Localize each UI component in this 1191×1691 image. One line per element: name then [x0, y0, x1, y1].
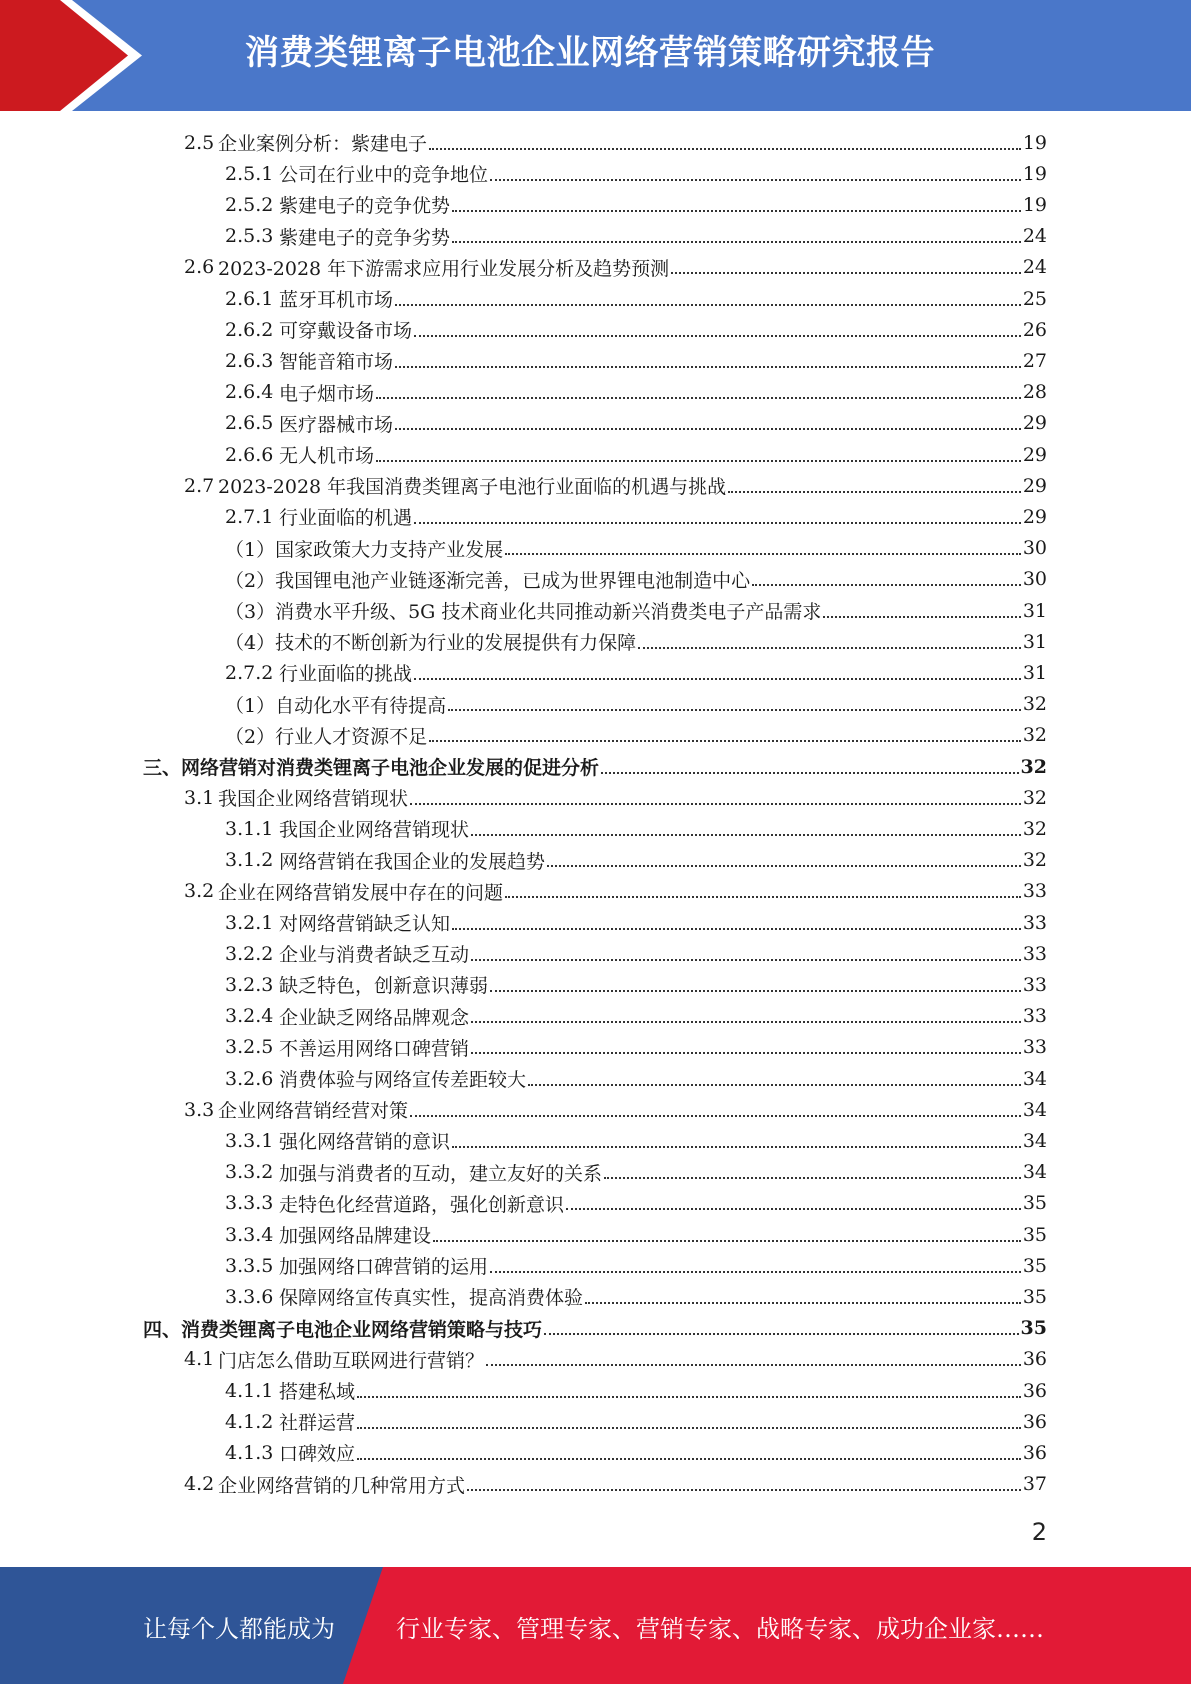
toc-entry[interactable]	[225, 626, 1047, 657]
toc-entry[interactable]	[225, 969, 1047, 1000]
toc-entry[interactable]	[225, 564, 1047, 595]
toc-entry-title: 搭建私域	[279, 1381, 356, 1403]
toc-entry-title: 加强网络口碑营销的运用	[279, 1256, 489, 1279]
toc-entry[interactable]	[225, 1063, 1047, 1094]
toc-entry-title: 走特色化经营道路，强化创新意识	[279, 1193, 565, 1216]
toc-entry[interactable]	[184, 127, 1047, 158]
toc-entry[interactable]	[225, 533, 1047, 564]
toc-entry-title: 我国企业网络营销现状	[218, 788, 409, 811]
header-chevron-logo	[0, 0, 160, 111]
toc-entry-page: 29	[1022, 505, 1047, 528]
dot-leader	[566, 1208, 1021, 1210]
toc-entry[interactable]	[225, 1219, 1047, 1250]
toc-entry-title: 不善运用网络口碑营销	[279, 1037, 470, 1060]
toc-entry-number: 2.6.3	[225, 349, 274, 372]
toc-entry[interactable]	[225, 1032, 1047, 1063]
dot-leader	[414, 522, 1021, 524]
toc-entry[interactable]	[184, 1094, 1047, 1125]
toc-entry-page: 37	[1022, 1473, 1047, 1496]
toc-entry-number: 4.1.2	[225, 1410, 274, 1433]
toc-entry-page: 36	[1022, 1410, 1047, 1433]
dot-leader	[585, 1302, 1021, 1304]
toc-entry-title: 企业网络营销的几种常用方式	[218, 1474, 466, 1497]
toc-entry-title: （3）消费水平升级、5G 技术商业化共同推动新兴消费类电子产品需求	[225, 601, 822, 623]
toc-entry-number: 3.3.1	[225, 1129, 274, 1152]
dot-leader	[505, 896, 1021, 898]
toc-entry-number: 4.1.3	[225, 1441, 274, 1464]
toc-entry[interactable]	[184, 782, 1047, 813]
toc-entry[interactable]	[225, 1375, 1047, 1406]
dot-leader	[471, 834, 1021, 836]
dot-leader	[490, 990, 1021, 992]
toc-entry[interactable]	[225, 1406, 1047, 1437]
toc-entry-page: 30	[1022, 568, 1047, 591]
toc-entry-page: 19	[1022, 162, 1047, 185]
toc-entry[interactable]	[225, 595, 1047, 626]
footer-banner	[0, 1567, 1191, 1684]
toc-entry-title: （2）我国锂电池产业链逐渐完善，已成为世界锂电池制造中心	[225, 569, 751, 592]
toc-entry[interactable]	[225, 813, 1047, 844]
dot-leader	[448, 709, 1021, 711]
toc-entry-page: 29	[1022, 474, 1047, 497]
dot-leader	[357, 1458, 1021, 1460]
toc-entry-title: （1）国家政策大力支持产业发展	[225, 538, 504, 561]
dot-leader	[471, 1052, 1021, 1054]
toc-entry-number: 2.6.6	[225, 443, 274, 466]
toc-entry-page: 32	[1022, 849, 1047, 872]
toc-entry[interactable]	[225, 158, 1047, 189]
toc-entry-page: 36	[1022, 1441, 1047, 1464]
toc-entry-page: 32	[1022, 724, 1047, 747]
toc-entry-page: 33	[1022, 1005, 1047, 1028]
toc-entry[interactable]	[225, 345, 1047, 376]
toc-entry-page: 34	[1022, 1161, 1047, 1184]
toc-entry-number: 2.6.1	[225, 287, 274, 310]
dot-leader	[452, 210, 1021, 212]
dot-leader	[752, 584, 1021, 586]
dot-leader	[452, 241, 1021, 243]
toc-entry-number: 3.3.6	[225, 1285, 274, 1308]
dot-leader	[429, 148, 1021, 150]
toc-entry[interactable]	[184, 1469, 1047, 1500]
toc-entry-number: 2.7	[184, 474, 215, 497]
toc-entry-number: 3.2.6	[225, 1067, 274, 1090]
toc-entry-title: 紫建电子的竞争优势	[279, 195, 451, 218]
toc-entry[interactable]	[225, 845, 1047, 876]
toc-entry-number: 2.6.4	[225, 381, 274, 404]
toc-entry[interactable]	[184, 470, 1047, 501]
toc-entry-title: 无人机市场	[279, 445, 375, 467]
toc-entry[interactable]	[184, 252, 1047, 283]
dot-leader	[490, 1271, 1021, 1273]
toc-entry[interactable]	[225, 189, 1047, 220]
toc-entry-number: 2.6.5	[225, 412, 274, 435]
toc-entry[interactable]	[225, 907, 1047, 938]
toc-entry-title: 消费体验与网络宣传差距较大	[279, 1069, 527, 1091]
dot-leader	[823, 616, 1020, 618]
toc-entry[interactable]	[225, 1157, 1047, 1188]
toc-entry[interactable]	[225, 689, 1047, 720]
dot-leader	[376, 460, 1021, 462]
toc-entry-page: 27	[1022, 349, 1047, 372]
toc-entry-number: 4.2	[184, 1473, 215, 1496]
toc-entry-title: 企业网络营销经营对策	[218, 1100, 409, 1123]
dot-leader	[414, 335, 1021, 337]
dot-leader	[638, 647, 1021, 649]
toc-entry[interactable]	[225, 314, 1047, 345]
toc-entry-number: 2.5.1	[225, 162, 274, 185]
toc-entry-title: 智能音箱市场	[279, 351, 394, 374]
toc-entry-title: 保障网络宣传真实性，提高消费体验	[279, 1287, 584, 1310]
toc-entry-title: （1）自动化水平有待提高	[225, 694, 447, 717]
toc-entry-page: 36	[1022, 1348, 1047, 1371]
dot-leader	[604, 1177, 1021, 1179]
toc-entry[interactable]	[225, 1281, 1047, 1312]
toc-entry-page: 32	[1022, 693, 1047, 716]
footer-slogan-left: 让每个人都能成为	[143, 1615, 335, 1643]
toc-entry-page: 34	[1022, 1129, 1047, 1152]
toc-entry-title: 行业面临的机遇	[279, 507, 413, 530]
toc-entry-page: 35	[1022, 1192, 1047, 1215]
toc-entry[interactable]	[225, 938, 1047, 969]
toc-entry-number: 3.2.2	[225, 942, 274, 965]
toc-entry-page: 36	[1022, 1379, 1047, 1402]
toc-entry-number: 2.5	[184, 131, 215, 154]
toc-entry-title: 医疗器械市场	[279, 413, 394, 436]
toc-entry-title: 可穿戴设备市场	[279, 320, 413, 343]
dot-leader	[357, 1427, 1021, 1429]
toc-entry-number: 3.2.3	[225, 973, 274, 996]
toc-entry-title: 三、网络营销对消费类锂离子电池企业发展的促进分析	[143, 757, 600, 779]
toc-entry[interactable]	[143, 1313, 1047, 1344]
toc-entry-number: 3.3.4	[225, 1223, 274, 1246]
toc-entry-page: 35	[1022, 1223, 1047, 1246]
toc-entry-page: 19	[1022, 131, 1047, 154]
report-title: 消费类锂离子电池企业网络营销策略研究报告	[245, 33, 935, 73]
toc-entry-number: 3.3.3	[225, 1192, 274, 1215]
dot-leader	[376, 397, 1021, 399]
dot-leader	[452, 1146, 1021, 1148]
dot-leader	[357, 1396, 1021, 1398]
toc-entry-title: 强化网络营销的意识	[279, 1131, 451, 1154]
toc-entry-page: 28	[1022, 381, 1047, 404]
toc-entry-title: 对网络营销缺乏认知	[279, 913, 451, 935]
toc-entry-page: 31	[1022, 599, 1047, 622]
toc-entry-page: 25	[1022, 287, 1047, 310]
toc-entry[interactable]	[143, 751, 1047, 782]
toc-entry-page: 32	[1020, 755, 1047, 778]
toc-entry[interactable]	[225, 221, 1047, 252]
toc-entry-number: 3.2	[184, 880, 215, 903]
toc-entry-number: 4.1	[184, 1348, 215, 1371]
toc-entry-title: 加强与消费者的互动，建立友好的关系	[279, 1162, 603, 1185]
toc-entry-title: （2）行业人才资源不足	[225, 725, 428, 748]
dot-leader	[395, 366, 1021, 368]
toc-entry-page: 24	[1022, 256, 1047, 279]
toc-entry-page: 29	[1022, 412, 1047, 435]
toc-entry[interactable]	[225, 657, 1047, 688]
dot-leader	[486, 1364, 1021, 1366]
toc-entry-page: 33	[1022, 1036, 1047, 1059]
dot-leader	[395, 428, 1021, 430]
toc-entry-page: 26	[1022, 318, 1047, 341]
toc-entry-page: 35	[1022, 1285, 1047, 1308]
toc-entry-title: 网络营销在我国企业的发展趋势	[279, 850, 546, 873]
toc-entry-title: 蓝牙耳机市场	[279, 289, 394, 311]
toc-entry-page: 30	[1022, 537, 1047, 560]
toc-entry-title: 我国企业网络营销现状	[279, 819, 470, 842]
toc-entry[interactable]	[225, 408, 1047, 439]
toc-entry-number: 3.3.5	[225, 1254, 274, 1277]
dot-leader	[471, 959, 1021, 961]
toc-entry-page: 35	[1022, 1254, 1047, 1277]
toc-entry[interactable]	[225, 1125, 1047, 1156]
toc-entry-title: 四、消费类锂离子电池企业网络营销策略与技巧	[143, 1318, 543, 1341]
toc-entry[interactable]	[225, 439, 1047, 470]
toc-entry-page: 34	[1022, 1067, 1047, 1090]
dot-leader	[728, 491, 1021, 493]
toc-entry-number: 2.7.1	[225, 505, 274, 528]
toc-entry-number: 2.6.2	[225, 318, 274, 341]
toc-entry-page: 33	[1022, 973, 1047, 996]
dot-leader	[601, 772, 1019, 774]
toc-entry-page: 34	[1022, 1098, 1047, 1121]
toc-entry[interactable]	[184, 1344, 1047, 1375]
toc-entry[interactable]	[225, 501, 1047, 532]
toc-entry-page: 32	[1022, 786, 1047, 809]
toc-entry-title: 行业面临的挑战	[279, 663, 413, 686]
toc-entry-page: 33	[1022, 942, 1047, 965]
dot-leader	[433, 1240, 1021, 1242]
dot-leader	[547, 865, 1021, 867]
dot-leader	[414, 678, 1021, 680]
toc-entry-page: 32	[1022, 817, 1047, 840]
toc-entry-title: 企业缺乏网络品牌观念	[279, 1006, 470, 1029]
toc-entry-number: 3.3.2	[225, 1161, 274, 1184]
toc-entry-title: 企业案例分析：紫建电子	[218, 133, 428, 155]
toc-entry-number: 2.6	[184, 256, 215, 279]
toc-entry[interactable]	[225, 1437, 1047, 1468]
toc-entry-page: 19	[1022, 193, 1047, 216]
toc-entry-title: 缺乏特色，创新意识薄弱	[279, 975, 489, 998]
toc-entry[interactable]	[225, 283, 1047, 314]
dot-leader	[410, 803, 1021, 805]
dot-leader	[528, 1084, 1021, 1086]
toc-entry-number: 2.5.2	[225, 193, 274, 216]
dot-leader	[395, 304, 1021, 306]
dot-leader	[505, 553, 1021, 555]
dot-leader	[490, 179, 1021, 181]
dot-leader	[467, 1489, 1021, 1491]
toc-entry-page: 33	[1022, 880, 1047, 903]
toc-entry[interactable]	[184, 876, 1047, 907]
toc-entry-number: 4.1.1	[225, 1379, 274, 1402]
toc-entry-number: 3.1	[184, 786, 215, 809]
toc-entry[interactable]	[225, 1250, 1047, 1281]
toc-entry-page: 31	[1022, 630, 1047, 653]
dot-leader	[544, 1333, 1019, 1335]
toc-entry-number: 3.2.5	[225, 1036, 274, 1059]
report-header	[0, 0, 1191, 111]
toc-entry-number: 3.1.2	[225, 849, 274, 872]
toc-entry-title: 口碑效应	[279, 1443, 356, 1466]
toc-entry-title: 企业与消费者缺乏互动	[279, 944, 470, 967]
dot-leader	[452, 928, 1021, 930]
toc-entry-title: 2023-2028 年下游需求应用行业发展分析及趋势预测	[218, 257, 670, 280]
toc-entry-title: 社群运营	[279, 1412, 356, 1435]
toc-entry-number: 3.1.1	[225, 817, 274, 840]
toc-entry-title: 门店怎么借助互联网进行营销？	[218, 1349, 485, 1372]
toc-entry-number: 2.5.3	[225, 225, 274, 248]
toc-entry-title: 紫建电子的竞争劣势	[279, 226, 451, 249]
toc-entry-title: 2023-2028 年我国消费类锂离子电池行业面临的机遇与挑战	[218, 476, 727, 499]
toc-entry[interactable]	[225, 1001, 1047, 1032]
toc-entry-number: 2.7.2	[225, 661, 274, 684]
dot-leader	[429, 740, 1021, 742]
toc-entry[interactable]	[225, 377, 1047, 408]
toc-entry-number: 3.2.1	[225, 911, 274, 934]
page-number: 2	[1031, 1518, 1047, 1546]
toc-entry-title: 公司在行业中的竞争地位	[279, 164, 489, 187]
footer-slogan-right: 行业专家、管理专家、营销专家、战略专家、成功企业家……	[396, 1615, 1044, 1643]
toc-entry-title: 电子烟市场	[279, 382, 375, 405]
toc-entry-page: 31	[1022, 661, 1047, 684]
dot-leader	[671, 272, 1021, 274]
dot-leader	[410, 1115, 1021, 1117]
toc-entry-number: 3.2.4	[225, 1005, 274, 1028]
toc-entry-title: （4）技术的不断创新为行业的发展提供有力保障	[225, 632, 637, 655]
toc-entry-page: 24	[1022, 225, 1047, 248]
toc-entry-page: 29	[1022, 443, 1047, 466]
toc-entry-title: 加强网络品牌建设	[279, 1225, 432, 1247]
toc-entry[interactable]	[225, 1188, 1047, 1219]
toc-entry[interactable]	[225, 720, 1047, 751]
toc-entry-page: 35	[1020, 1317, 1047, 1340]
toc-entry-title: 企业在网络营销发展中存在的问题	[218, 881, 504, 904]
toc-entry-page: 33	[1022, 911, 1047, 934]
toc-entry-number: 3.3	[184, 1098, 215, 1121]
dot-leader	[471, 1021, 1021, 1023]
